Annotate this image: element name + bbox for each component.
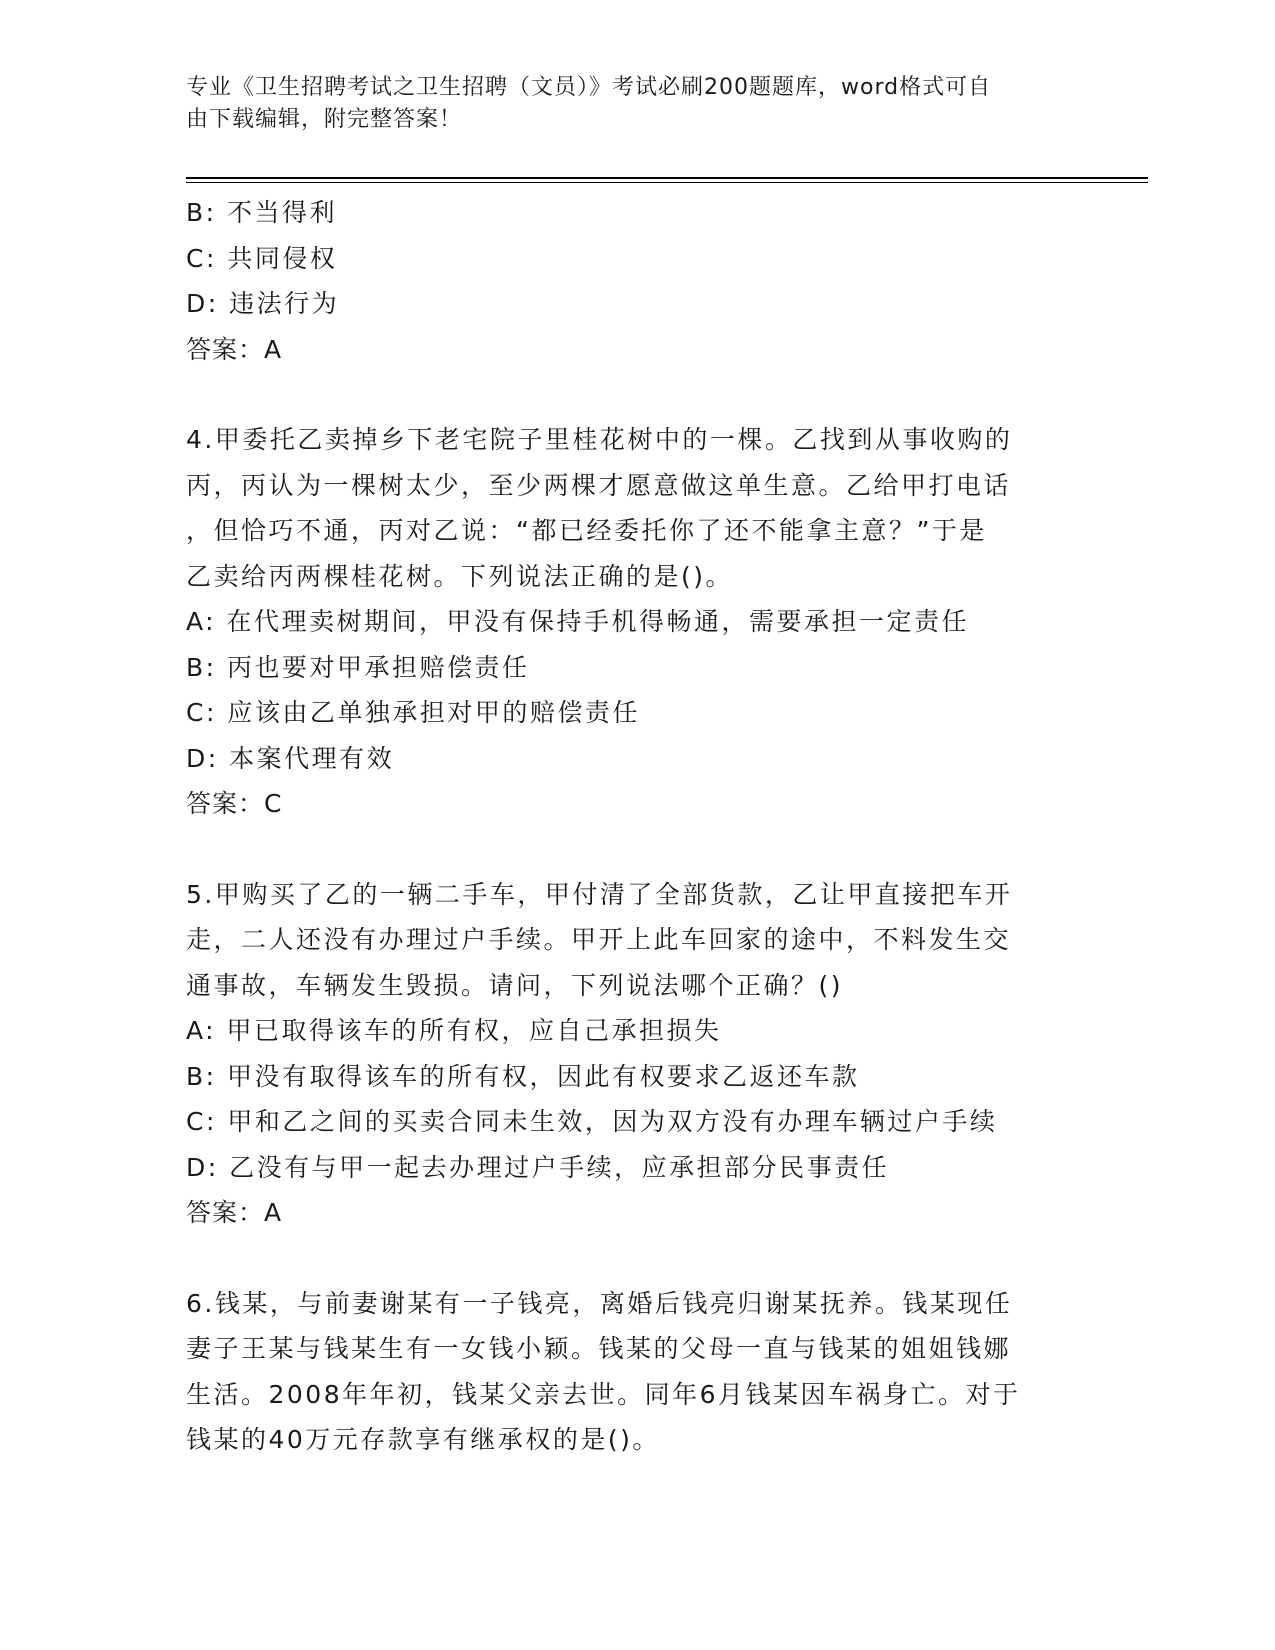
question-stem-line: 5.甲购买了乙的一辆二手车，甲付清了全部货款，乙让甲直接把车开 bbox=[186, 879, 1013, 909]
header-divider-thick bbox=[186, 177, 1148, 179]
option-d: D: 本案代理有效 bbox=[186, 743, 395, 773]
question-4 bbox=[186, 417, 1066, 827]
document-body bbox=[186, 190, 1066, 1463]
header-line-2: 由下载编辑，附完整答案！ bbox=[186, 107, 463, 132]
question-5 bbox=[186, 872, 1066, 1236]
option-b: B: 丙也要对甲承担赔偿责任 bbox=[186, 652, 530, 682]
option-c: C: 应该由乙单独承担对甲的赔偿责任 bbox=[186, 698, 640, 727]
header-line-1: 专业《卫生招聘考试之卫生招聘（文员）》考试必刷200题题库，word格式可自 bbox=[186, 75, 992, 100]
question-continued bbox=[186, 190, 1066, 372]
question-stem-line: ，但恰巧不通，丙对乙说：“都已经委托你了还不能拿主意？”于是 bbox=[186, 516, 987, 545]
header-divider-thin bbox=[186, 182, 1148, 183]
document-header bbox=[186, 72, 1066, 136]
question-stem-line: 乙卖给丙两棵桂花树。下列说法正确的是()。 bbox=[186, 561, 734, 591]
option-d: D: 违法行为 bbox=[186, 289, 340, 318]
question-stem-line: 通事故，车辆发生毁损。请问，下列说法哪个正确？() bbox=[186, 970, 844, 1000]
option-b: B: 不当得利 bbox=[186, 198, 338, 227]
question-stem-line: 生活。2008年年初，钱某父亲去世。同年6月钱某因车祸身亡。对于 bbox=[186, 1379, 1021, 1409]
option-d: D: 乙没有与甲一起去办理过户手续，应承担部分民事责任 bbox=[186, 1152, 890, 1182]
answer-line: 答案：A bbox=[186, 334, 283, 364]
question-6 bbox=[186, 1281, 1066, 1463]
option-c: C: 甲和乙之间的买卖合同未生效，因为双方没有办理车辆过户手续 bbox=[186, 1107, 998, 1136]
question-stem-line: 丙，丙认为一棵树太少，至少两棵才愿意做这单生意。乙给甲打电话 bbox=[186, 470, 1012, 500]
answer-line: 答案：A bbox=[186, 1198, 283, 1227]
option-c: C: 共同侵权 bbox=[186, 243, 338, 273]
option-a: A: 甲已取得该车的所有权，应自己承担损失 bbox=[186, 1016, 722, 1045]
question-stem-line: 钱某的40万元存款享有继承权的是()。 bbox=[186, 1425, 660, 1454]
question-stem-line: 4.甲委托乙卖掉乡下老宅院子里桂花树中的一棵。乙找到从事收购的 bbox=[186, 425, 1013, 454]
question-stem-line: 走，二人还没有办理过户手续。甲开上此车回家的途中，不料发生交 bbox=[186, 925, 1012, 954]
option-b: B: 甲没有取得该车的所有权，因此有权要求乙返还车款 bbox=[186, 1061, 860, 1091]
question-stem-line: 6.钱某，与前妻谢某有一子钱亮，离婚后钱亮归谢某抚养。钱某现任 bbox=[186, 1288, 1013, 1318]
answer-line: 答案：C bbox=[186, 789, 283, 818]
option-a: A: 在代理卖树期间，甲没有保持手机得畅通，需要承担一定责任 bbox=[186, 607, 970, 636]
question-stem-line: 妻子王某与钱某生有一女钱小颖。钱某的父母一直与钱某的姐姐钱娜 bbox=[186, 1334, 1012, 1363]
